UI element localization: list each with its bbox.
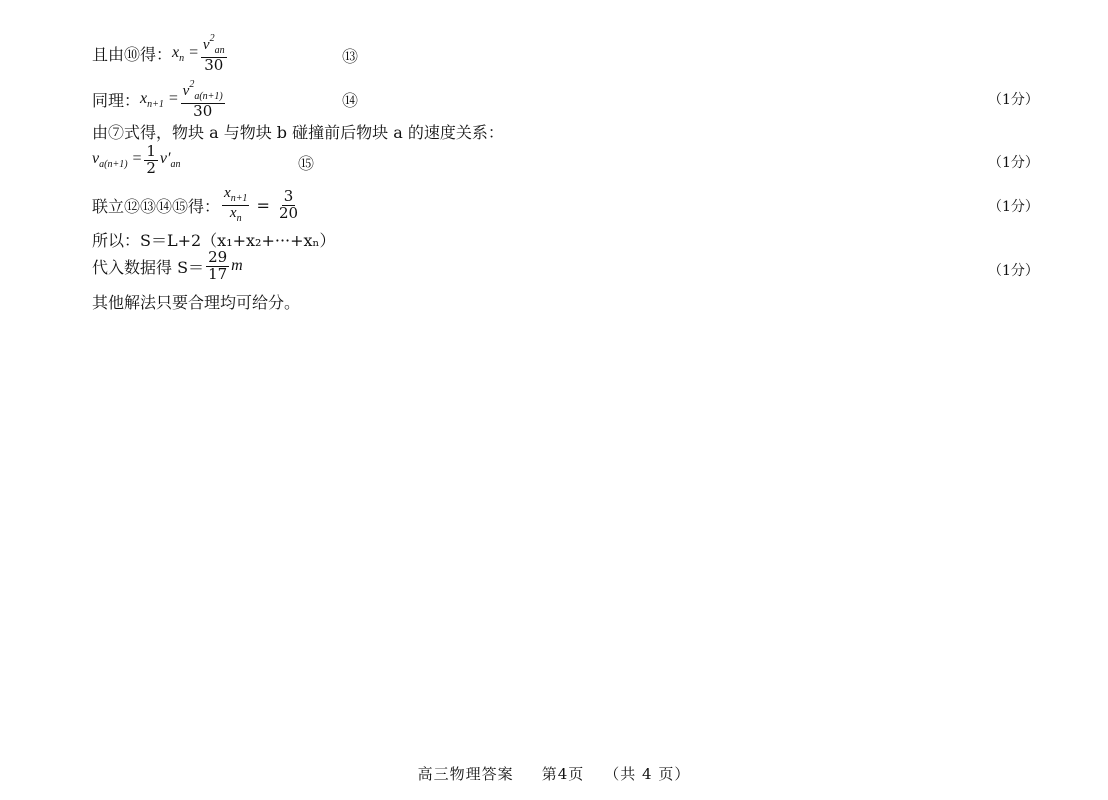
- solution-line-1: [92, 34, 229, 73]
- fraction-29-over-17: $\frac{29}{17}$: [208, 248, 228, 283]
- fraction-xn1-over-xn: $\frac{x_{n+1}}{x_n}$: [224, 185, 248, 224]
- unit-m: m: [231, 257, 243, 275]
- fraction-one-half: $\frac{1}{2}$: [146, 142, 156, 177]
- line-6-text: 所以：S＝L+2（x₁+x₂+···+xₙ）: [92, 231, 336, 250]
- formula-v-prime-an: $v'_{an}$: [159, 150, 181, 171]
- formula-xn1: $x_{n+1}$ =: [140, 89, 179, 110]
- footer-total: （共 4 页）: [604, 765, 691, 783]
- footer-subject: 高三物理答案: [417, 765, 514, 783]
- formula-va-n1: $v_{a(n+1)}$ =: [92, 150, 143, 171]
- eq-number-13: ⑬: [342, 47, 359, 66]
- line-1-text: 且由⑩得：: [92, 45, 173, 65]
- fraction-van-sq-over-30: $\frac{v^2_{an}}{30}$: [202, 33, 225, 74]
- score-line-2: （1分）: [988, 92, 1039, 108]
- score-line-4: （1分）: [988, 155, 1039, 171]
- line-7-text: 代入数据得 S＝: [92, 257, 205, 277]
- score-line-5: （1分）: [988, 199, 1039, 215]
- line-5-text: 联立⑫⑬⑭⑮得：: [92, 196, 221, 216]
- solution-line-8: [92, 290, 300, 313]
- line-8-text: 其他解法只要合理均可给分。: [92, 293, 301, 312]
- fraction-van1-sq-over-30: $\frac{v^2_{a(n+1)}}{30}$: [182, 79, 223, 120]
- line-3-text: 由⑦式得，物块 a 与物块 b 碰撞前后物块 a 的速度关系：: [92, 123, 504, 142]
- eq-number-14: ⑭: [342, 91, 359, 110]
- score-line-7: （1分）: [988, 263, 1039, 279]
- footer-page: 第4页: [541, 765, 585, 783]
- solution-line-7: [92, 250, 243, 283]
- solution-line-3: [92, 120, 504, 143]
- solution-line-5: 联立⑫⑬⑭⑮得： $\frac{x_{n+1}}{x_n}$ = $\frac{3}{20}$: [92, 185, 299, 224]
- solution-line-2: [92, 80, 227, 119]
- fraction-3-over-20: $\frac{3}{20}$: [279, 186, 299, 222]
- eq-number-15: ⑮: [298, 154, 315, 173]
- solution-line-4: [92, 144, 180, 177]
- line-2-text: 同理：: [92, 91, 141, 111]
- formula-xn: $x_n$ =: [172, 43, 199, 64]
- page-footer: [0, 763, 1108, 784]
